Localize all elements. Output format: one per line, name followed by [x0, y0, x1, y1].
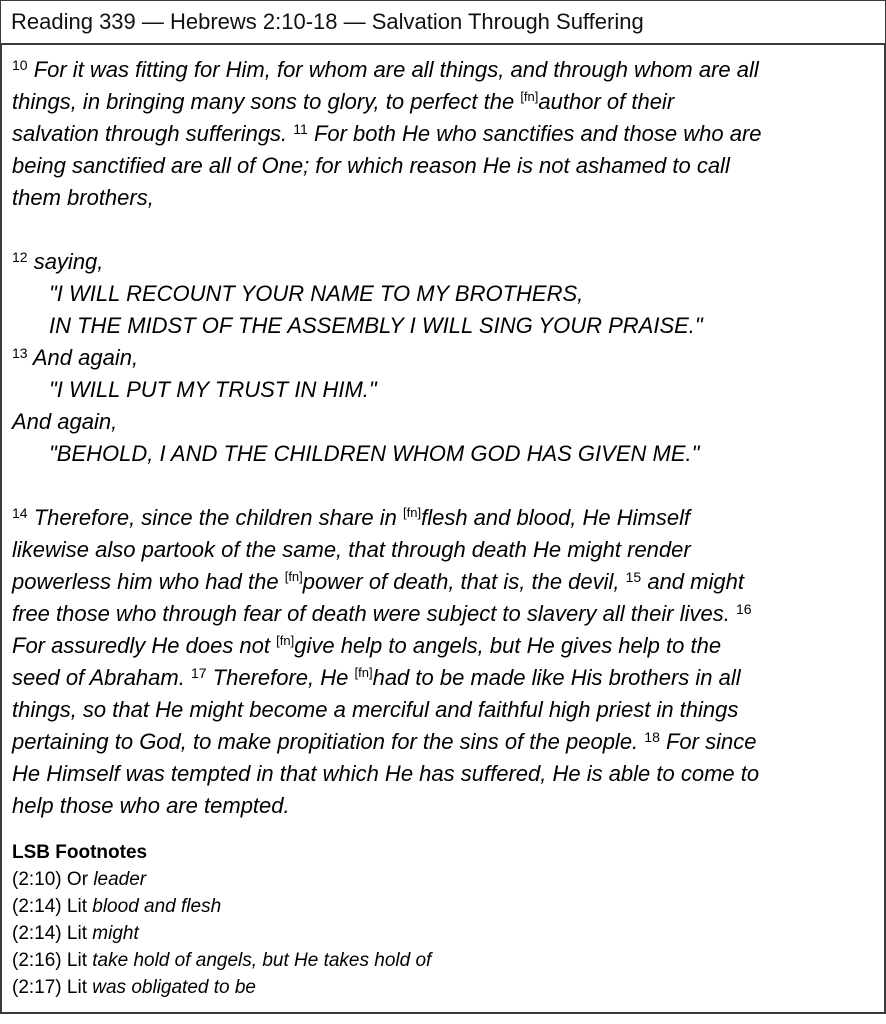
verse-number: 15	[625, 569, 642, 585]
verse-text: For both He who sanctifies and those who are	[307, 121, 762, 146]
passage-line	[12, 118, 872, 150]
footnote-item	[12, 866, 872, 893]
footnote-marker: [fn]	[520, 89, 539, 104]
passage-line	[12, 342, 872, 374]
footnote-reference: (2:10) Or	[12, 869, 94, 890]
passage-line	[12, 150, 872, 182]
verse-text: For it was fitting for Him, for whom are all things, and through whom are all	[27, 57, 759, 82]
paragraph-spacer	[12, 470, 872, 502]
verse-text: pertaining to God, to make propitiation for the sins of the people.	[12, 729, 645, 754]
passage-line	[12, 182, 872, 214]
verse-number: 13	[12, 345, 28, 361]
verse-text: Therefore, since the children share in	[27, 505, 403, 530]
passage-box	[0, 43, 886, 1014]
verse-text: had to be made like His brothers in all	[372, 665, 741, 690]
paragraph-spacer	[12, 214, 872, 246]
footnotes-section	[12, 839, 872, 1001]
passage-line	[12, 406, 872, 438]
footnote-reference: (2:17) Lit	[12, 977, 93, 998]
verse-number: 18	[644, 729, 660, 745]
verse-number: 11	[293, 121, 308, 137]
verse-text: IN THE MIDST OF THE ASSEMBLY I WILL SING YOUR PRAISE."	[49, 313, 703, 338]
verse-number: 10	[12, 57, 28, 73]
passage-line	[12, 566, 872, 598]
verse-text: He Himself was tempted in that which He has suffered, He is able to come to	[12, 761, 760, 786]
verse-text: And again,	[12, 409, 118, 434]
passage-line	[12, 758, 872, 790]
verse-text: powerless him who had the	[12, 569, 285, 594]
verse-text: them brothers,	[12, 185, 154, 210]
footnote-text: might	[92, 923, 139, 944]
footnote-reference: (2:14) Lit	[12, 896, 93, 917]
footnote-marker: [fn]	[354, 665, 373, 680]
verse-text: author of their	[538, 89, 675, 114]
verse-text: things, so that He might become a merciful and faithful high priest in things	[12, 697, 739, 722]
footnote-marker: [fn]	[284, 569, 303, 584]
footnote-reference: (2:16) Lit	[12, 950, 93, 971]
footnote-marker: [fn]	[403, 505, 422, 520]
verse-text: salvation through sufferings.	[12, 121, 294, 146]
verse-text: likewise also partook of the same, that through death He might render	[12, 537, 691, 562]
verse-number: 16	[735, 601, 752, 617]
passage-line	[12, 86, 872, 118]
passage-line	[12, 694, 872, 726]
footnote-text: take hold of angels, but He takes hold of	[92, 950, 432, 971]
footnote-marker: [fn]	[276, 633, 295, 648]
passage-line	[12, 630, 872, 662]
footnotes-list	[12, 866, 872, 1001]
quote-line	[12, 278, 872, 310]
passage-line	[12, 502, 872, 534]
passage-line	[12, 534, 872, 566]
verse-text: things, in bringing many sons to glory, to perfect the	[12, 89, 521, 114]
passage-line	[12, 246, 872, 278]
verse-number: 12	[12, 249, 28, 265]
quote-line	[12, 310, 872, 342]
verse-text: "I WILL PUT MY TRUST IN HIM."	[49, 377, 377, 402]
verse-text: give help to angels, but He gives help to the	[294, 633, 722, 658]
passage-line	[12, 598, 872, 630]
verse-text: help those who are tempted.	[12, 793, 290, 818]
verse-text: For since	[659, 729, 757, 754]
passage-line	[12, 790, 872, 822]
footnote-text: was obligated to be	[92, 977, 256, 998]
verse-text: seed of Abraham.	[12, 665, 191, 690]
verse-text: flesh and blood, He Himself	[421, 505, 691, 530]
verse-text: being sanctified are all of One; for which reason He is not ashamed to call	[12, 153, 730, 178]
quote-line	[12, 374, 872, 406]
footnote-text: blood and flesh	[92, 896, 222, 917]
quote-line	[12, 438, 872, 470]
footnote-text: leader	[93, 869, 147, 890]
footnotes-heading: LSB Footnotes	[12, 842, 148, 863]
verse-text: power of death, that is, the devil,	[302, 569, 626, 594]
passage-line	[12, 662, 872, 694]
footnote-item	[12, 893, 872, 920]
verse-text: For assuredly He does not	[12, 633, 277, 658]
verse-text: saying,	[27, 249, 104, 274]
verse-text: And again,	[27, 345, 139, 370]
footnote-item	[12, 947, 872, 974]
verse-text: Therefore, He	[206, 665, 355, 690]
passage-line	[12, 726, 872, 758]
verse-number: 17	[190, 665, 207, 681]
footnote-item	[12, 920, 872, 947]
verse-text: free those who through fear of death were subject to slavery all their lives.	[12, 601, 736, 626]
verse-number: 14	[12, 505, 28, 521]
reading-header	[0, 0, 886, 44]
footnote-reference: (2:14) Lit	[12, 923, 93, 944]
verse-text: "BEHOLD, I AND THE CHILDREN WHOM GOD HAS GIVEN ME."	[49, 441, 700, 466]
reading-title: Reading 339 — Hebrews 2:10-18 — Salvation Through Suffering	[11, 9, 644, 34]
passage-line	[12, 54, 872, 86]
verse-text: and might	[641, 569, 744, 594]
footnote-item	[12, 974, 872, 1001]
verse-text: "I WILL RECOUNT YOUR NAME TO MY BROTHERS,	[49, 281, 584, 306]
passage-text	[12, 54, 872, 822]
